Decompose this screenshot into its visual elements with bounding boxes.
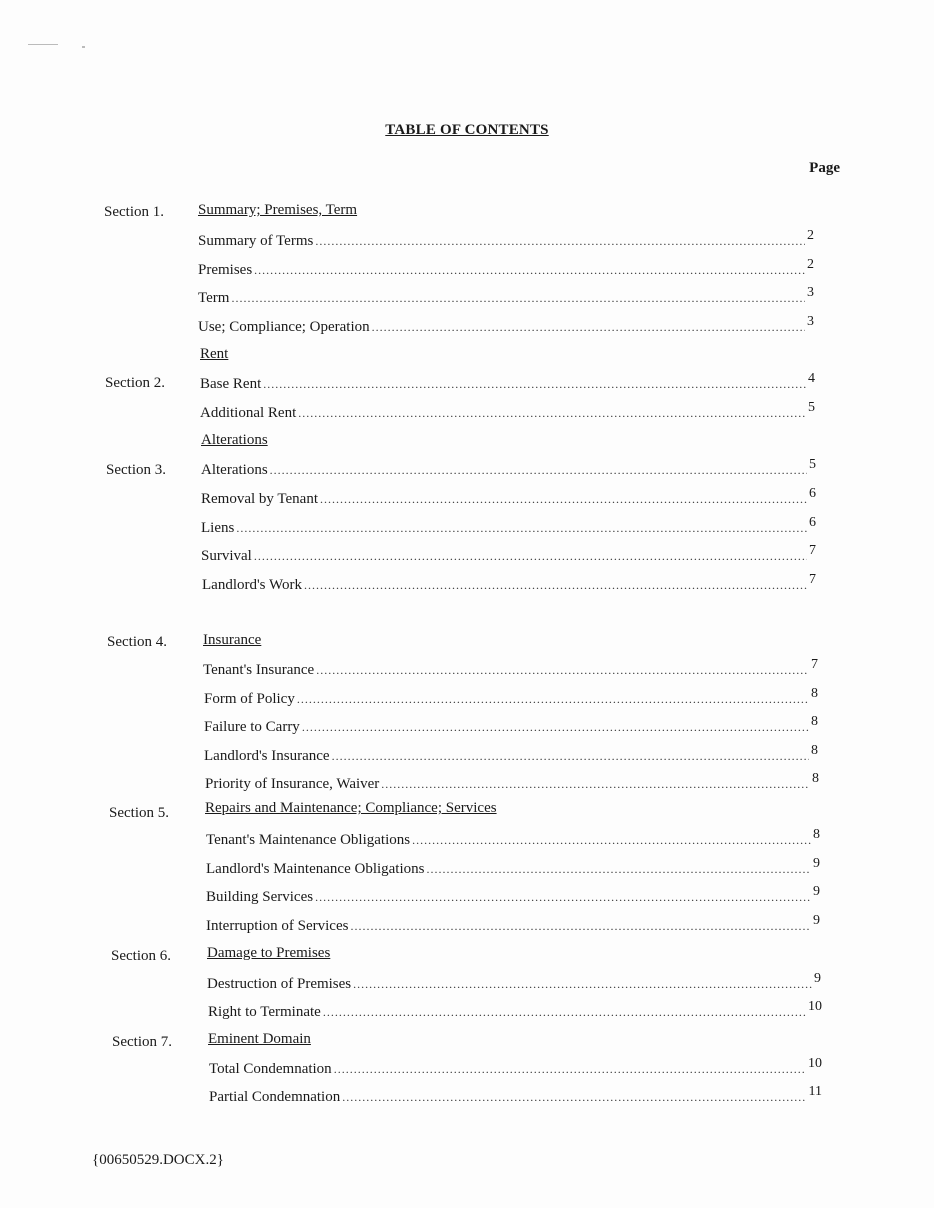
dot-leader [323, 1003, 806, 1021]
section-heading: Insurance [203, 632, 262, 648]
entry-page: 9 [813, 856, 820, 871]
entry-title: Removal by Tenant [201, 491, 318, 507]
section-label: Section 3. [106, 462, 166, 478]
entry-page: 8 [812, 771, 819, 786]
dot-leader [381, 775, 810, 793]
entry-page: 11 [808, 1084, 822, 1099]
toc-entry [206, 884, 820, 906]
toc-entry [201, 515, 816, 537]
dot-leader [412, 831, 811, 849]
entry-page: 8 [811, 686, 818, 701]
toc-entry [201, 543, 816, 565]
dot-leader [315, 232, 805, 250]
entry-title: Destruction of Premises [207, 976, 352, 992]
section-heading: Damage to Premises [207, 945, 331, 961]
entry-page: 8 [811, 714, 818, 729]
dot-leader [372, 318, 805, 336]
toc-entry [201, 486, 816, 508]
entry-page: 8 [811, 743, 818, 758]
entry-page: 10 [808, 999, 822, 1014]
section-heading: Alterations [201, 432, 268, 448]
toc-entry [200, 371, 815, 393]
entry-title: Landlord's Insurance [204, 748, 330, 764]
dot-leader [426, 860, 811, 878]
toc-entry [200, 400, 815, 422]
section-label: Section 1. [104, 204, 164, 220]
toc-entry [198, 285, 814, 307]
entry-page: 4 [808, 371, 815, 386]
toc-entry [201, 457, 816, 479]
entry-title: Term [198, 290, 230, 306]
document-footer-id: {00650529.DOCX.2} [92, 1152, 224, 1168]
section-heading: Repairs and Maintenance; Compliance; Services [205, 800, 497, 816]
entry-page: 9 [814, 971, 821, 986]
entry-page: 10 [808, 1056, 822, 1071]
toc-entry [206, 856, 820, 878]
toc-entry [198, 314, 814, 336]
dot-leader [315, 888, 811, 906]
dot-leader [263, 375, 806, 393]
entry-page: 7 [809, 543, 816, 558]
entry-page: 9 [813, 884, 820, 899]
entry-title: Form of Policy [204, 691, 295, 707]
toc-entry [198, 228, 814, 250]
section-heading: Eminent Domain [208, 1031, 311, 1047]
entry-title: Landlord's Maintenance Obligations [206, 861, 425, 877]
entry-title: Interruption of Services [206, 918, 349, 934]
entry-page: 7 [809, 572, 816, 587]
dot-leader [350, 917, 811, 935]
toc-title: TABLE OF CONTENTS [385, 122, 549, 138]
section-label: Section 5. [109, 805, 169, 821]
entry-title: Premises [198, 262, 253, 278]
entry-title: Building Services [206, 889, 314, 905]
entry-page: 9 [813, 913, 820, 928]
entry-title: Right to Terminate [208, 1004, 321, 1020]
entry-page: 5 [808, 400, 815, 415]
toc-entry [209, 1056, 822, 1078]
dot-leader [254, 261, 805, 279]
entry-title: Failure to Carry [204, 719, 300, 735]
section-label: Section 4. [107, 634, 167, 650]
entry-title: Tenant's Insurance [203, 662, 315, 678]
entry-page: 2 [807, 257, 814, 272]
section-heading: Summary; Premises, Term [198, 202, 358, 218]
scan-speck [82, 46, 85, 48]
toc-entry [198, 257, 814, 279]
dot-leader [332, 747, 809, 765]
entry-title: Priority of Insurance, Waiver [205, 776, 380, 792]
toc-entry [204, 714, 818, 736]
dot-leader [254, 547, 807, 565]
dot-leader [297, 690, 809, 708]
section-label: Section 7. [112, 1034, 172, 1050]
section-label: Section 6. [111, 948, 171, 964]
entry-page: 6 [809, 515, 816, 530]
dot-leader [302, 718, 809, 736]
entry-page: 5 [809, 457, 816, 472]
dot-leader [270, 461, 807, 479]
toc-entry [208, 999, 822, 1021]
entry-page: 3 [807, 314, 814, 329]
entry-title: Use; Compliance; Operation [198, 319, 370, 335]
toc-entry [206, 913, 820, 935]
entry-title: Tenant's Maintenance Obligations [206, 832, 411, 848]
dot-leader [342, 1088, 806, 1106]
dot-leader [353, 975, 812, 993]
entry-page: 6 [809, 486, 816, 501]
entry-title: Partial Condemnation [209, 1089, 341, 1105]
dot-leader [298, 404, 806, 422]
dot-leader [236, 519, 807, 537]
page-column-label: Page [809, 160, 840, 176]
dot-leader [304, 576, 807, 594]
toc-entry [209, 1084, 822, 1106]
dot-leader [316, 661, 809, 679]
toc-entry [203, 657, 818, 679]
toc-entry [205, 771, 819, 793]
dot-leader [231, 289, 805, 307]
entry-title: Summary of Terms [198, 233, 314, 249]
entry-title: Base Rent [200, 376, 262, 392]
entry-page: 3 [807, 285, 814, 300]
toc-entry [207, 971, 821, 993]
dot-leader [320, 490, 807, 508]
entry-title: Total Condemnation [209, 1061, 332, 1077]
entry-page: 8 [813, 827, 820, 842]
entry-title: Survival [201, 548, 252, 564]
dot-leader [334, 1060, 806, 1078]
entry-page: 2 [807, 228, 814, 243]
entry-title: Alterations [201, 462, 268, 478]
entry-page: 7 [811, 657, 818, 672]
toc-entry [202, 572, 816, 594]
scan-speck [28, 44, 58, 45]
entry-title: Liens [201, 520, 235, 536]
section-heading: Rent [200, 346, 229, 362]
toc-entry [204, 743, 818, 765]
toc-entry [206, 827, 820, 849]
toc-entry [204, 686, 818, 708]
section-label: Section 2. [105, 375, 165, 391]
entry-title: Additional Rent [200, 405, 297, 421]
entry-title: Landlord's Work [202, 577, 302, 593]
